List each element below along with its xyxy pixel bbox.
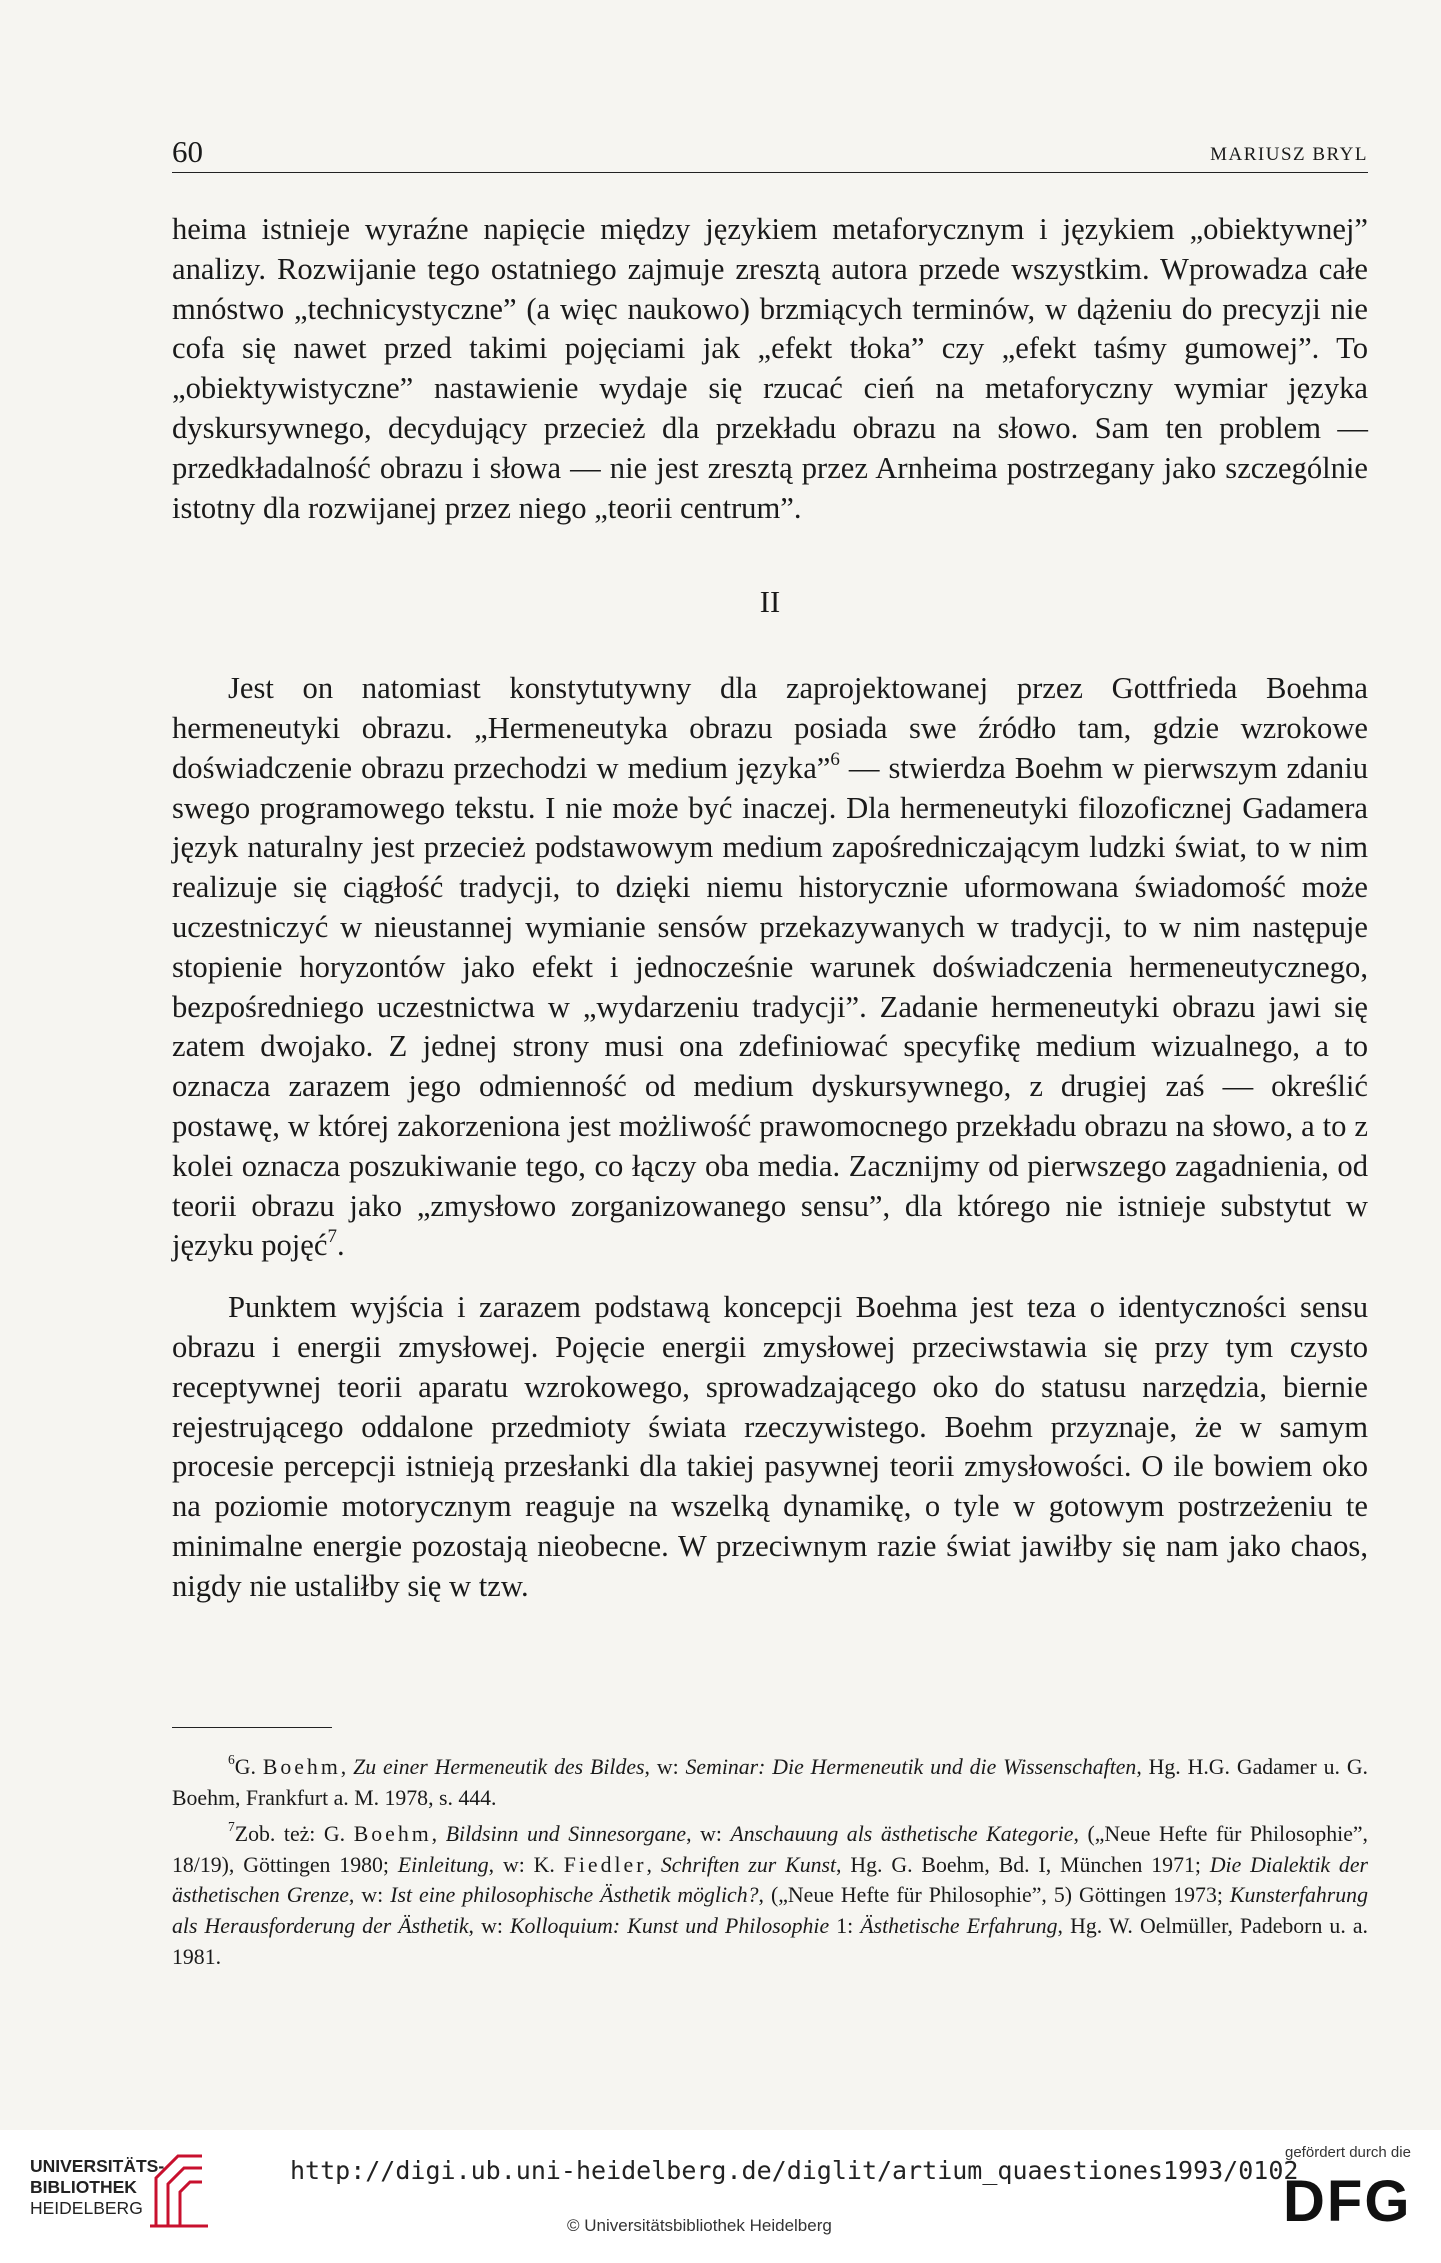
footnote-title: Die Dialektik der ästhetischen Grenze — [172, 1852, 1368, 1908]
footnote-title: Kolloquium: Kunst und Philosophie — [509, 1913, 830, 1938]
footnote-author: Boehm — [353, 1822, 432, 1847]
footnote-text: , Hg. H.G. Gadamer u. G. Boehm, Frankfurt a. M. 1978, s. 444. — [172, 1755, 1369, 1810]
library-emblem-icon — [148, 2148, 210, 2232]
paragraph-2-part-b: — stwierdza Boehm w pierwszym zdaniu swego programowego tekstu. I nie może być inaczej. Dla hermeneutyki filozoficznej Gadamera język naturalny jest przecież podstawowym medium zapośredniczającym ludzki świat, to w nim realizuje się ciągłość tradycji, to dzięki niemu historycznie uformowana świadomość może uczestniczyć w nieustannej wymianie sensów przekazywanych w tradycji, to w nim następuje stopienie horyzontów jako efekt i jednocześnie warunek doświadczenia hermeneutycznego, bezpośredniego uczestnictwa w „wydarzeniu tradycji”. Zadanie hermeneutyki obrazu jawi się zatem dwojako. Z jednej strony musi ona zdefiniować specyfikę medium wizualnego, a to oznacza zarazem jego odmienność od medium dyskursywnego, z drugiej zaś — określić postawę, w której zakorzeniona jest możliwość prawomocnego przekładu obrazu na słowo, a to z kolei oznacza poszukiwanie tego, co łączy oba media. Zacznijmy od pierwszego zagadnienia, od teorii obrazu jako „zmysłowo zorganizowanego sensu”, dla którego nie istnieje substytut w języku pojęć — [172, 750, 1368, 1263]
library-name-line-2: BIBLIOTHEK — [30, 2177, 137, 2197]
paragraph-2-part-a: Jest on natomiast konstytutywny dla zaprojektowanej przez Gottfrieda Boehma hermeneutyki obrazu. „Hermeneutyka obrazu posiada swe źródło tam, gdzie wzrokowe doświadczenie obrazu przechodzi w medium języka” — [172, 671, 1368, 785]
footnote-text: , w: — [348, 1883, 391, 1908]
footnote-text: , w: K. — [488, 1852, 564, 1877]
page-header — [172, 134, 1368, 173]
running-head: MARIUSZ BRYL — [1210, 144, 1368, 165]
footnote-title: Schriften zur Kunst — [660, 1852, 837, 1877]
footnote-ref-7[interactable]: 7 — [327, 1226, 337, 1248]
footnote-author: Boehm — [262, 1755, 341, 1779]
footnote-mark: 6 — [228, 1751, 235, 1767]
footnote-title: Einleitung — [397, 1852, 489, 1877]
footnote-text: , w: — [468, 1913, 510, 1938]
library-name-line-3: HEIDELBERG — [30, 2198, 143, 2218]
footnote-title: Zu einer Hermeneutik des Bildes — [353, 1755, 645, 1779]
footnote-text: , („Neue Hefte für Philosophie”, 5) Göttingen 1973; — [758, 1883, 1230, 1908]
footnote-text: , w: — [644, 1755, 686, 1779]
footnotes — [172, 1752, 1368, 1972]
permalink-url[interactable]: http://digi.ub.uni-heidelberg.de/diglit/artium_quaestiones1993/0102 — [290, 2156, 1299, 2185]
footnote-text: , w: — [686, 1822, 731, 1847]
footnote-7 — [172, 1819, 1368, 1972]
footnote-text: , Hg. G. Boehm, Bd. I, München 1971; — [836, 1852, 1210, 1877]
funding-label: gefördert durch die — [1285, 2144, 1411, 2161]
footer-banner — [0, 2130, 1441, 2263]
footnote-title: Kunsterfahrung als Herausforderung der Ästhetik — [172, 1883, 1368, 1938]
library-name — [30, 2156, 164, 2219]
paragraph-2 — [172, 669, 1368, 1266]
footnote-text: , („Neue Hefte für Philosophie”, 18/19), Göttingen 1980; — [172, 1822, 1368, 1877]
university-library-logo[interactable] — [30, 2148, 230, 2243]
footnote-6 — [172, 1752, 1368, 1813]
footnote-text: 1: — [829, 1913, 861, 1938]
footnote-separator — [172, 1727, 332, 1728]
footnote-ref-6[interactable]: 6 — [830, 748, 840, 770]
paragraph-2-part-c: . — [336, 1228, 345, 1263]
copyright-notice: © Universitätsbibliothek Heidelberg — [567, 2216, 832, 2235]
footnote-text: , — [431, 1822, 446, 1847]
footnote-source: Anschauung als ästhetische Kategorie — [730, 1822, 1074, 1847]
section-heading: II — [759, 585, 781, 620]
footnote-text: G. — [234, 1755, 263, 1779]
footnote-title: Ist eine philosophische Ästhetik möglich? — [390, 1883, 759, 1908]
footnote-text: , Hg. W. Oelmüller, Padeborn u. a. 1981. — [172, 1913, 1369, 1969]
footnote-text: Zob. też: G. — [234, 1822, 354, 1847]
page-number: 60 — [172, 134, 203, 169]
footnote-author: Fiedler — [563, 1852, 647, 1877]
footnote-mark: 7 — [228, 1818, 235, 1834]
paragraph-1: heima istnieje wyraźne napięcie między językiem metaforycznym i językiem „obiektywnej” analizy. Rozwijanie tego ostatniego zajmuje zresztą autora przede wszystkim. Wprowadza całe mnóstwo „technicystyczne” (a więc naukowo) brzmiących terminów, w dążeniu do precyzji nie cofa się nawet przed takimi pojęciami jak „efekt tłoka” czy „efekt taśmy gumowej”. To „obiektywistyczne” nastawienie wydaje się rzucać cień na metaforyczny wymiar języka dyskursywnego, decydujący przecież dla przekładu obrazu na słowo. Sam ten problem — przedkładalność obrazu i słowa — nie jest zresztą przez Arnheima postrzegany jako szczególnie istotny dla rozwijanej przez niego „teorii centrum”. — [172, 212, 1368, 525]
footnote-title: Ästhetische Erfahrung — [860, 1913, 1058, 1938]
paragraph-3: Punktem wyjścia i zarazem podstawą koncepcji Boehma jest teza o identyczności sensu obrazu i energii zmysłowej. Pojęcie energii zmysłowej przeciwstawia się przy tym czysto receptywnej teorii aparatu wzrokowego, sprowadzającego oko do statusu narzędzia, biernie rejestrującego oddalone przedmioty świata rzeczywistego. Boehm przyznaje, że w samym procesie percepcji istnieją przesłanki dla takiej pasywnej teorii zmysłowości. O ile bowiem oko na poziomie motorycznym reaguje na wszelką dynamikę, o tyle w gotowym postrzeżeniu te minimalne energie pozostają nieobecne. W przeciwnym razie świat jawiłby się nam jako chaos, nigdy nie ustaliłby się w tzw. — [172, 1290, 1368, 1603]
footnote-title: Bildsinn und Sinnesorgane — [445, 1822, 687, 1847]
footnote-text: , — [646, 1852, 661, 1877]
footnote-source: Seminar: Die Hermeneutik und die Wissenschaften — [685, 1755, 1137, 1779]
library-name-line-1: UNIVERSITÄTS- — [30, 2156, 165, 2176]
body-text — [172, 210, 1368, 1607]
dfg-logo[interactable]: DFG — [1283, 2169, 1412, 2234]
footnote-text: , — [340, 1755, 354, 1779]
